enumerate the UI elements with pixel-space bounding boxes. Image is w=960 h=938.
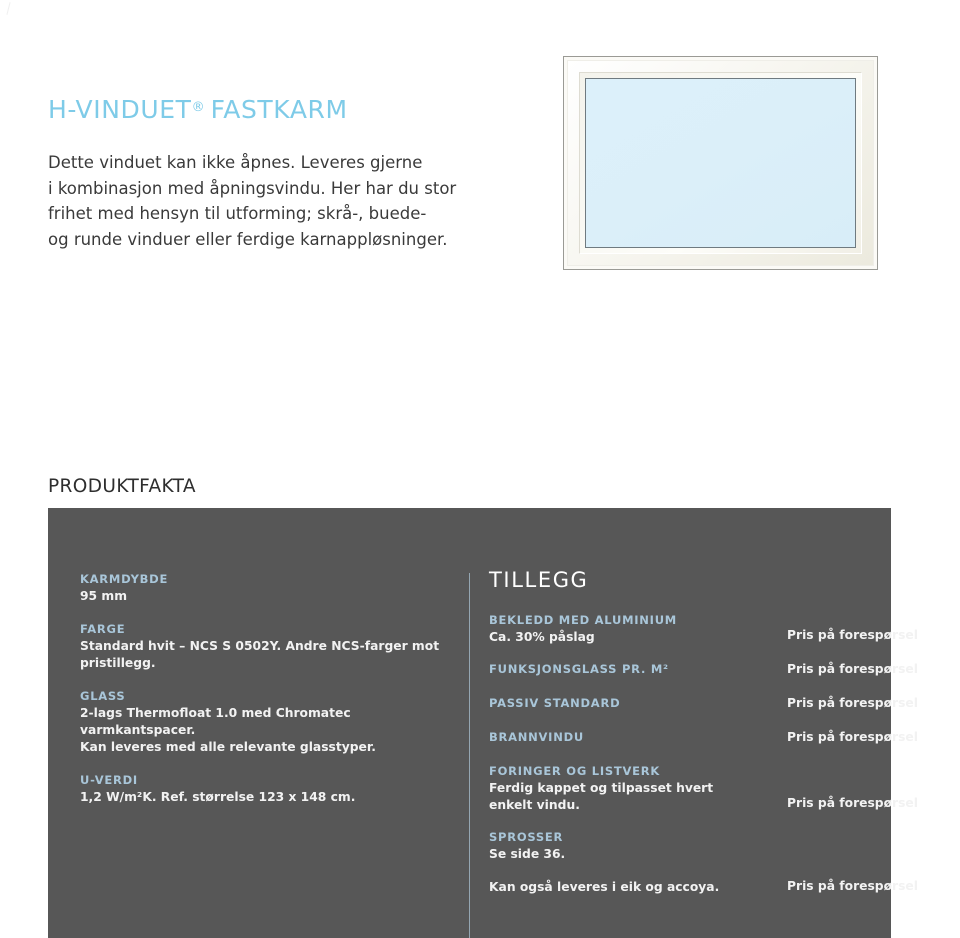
registered-trademark-symbol: ® xyxy=(191,100,205,115)
spec-label: KARMDYBDE xyxy=(80,572,169,586)
tillegg-label: FUNKSJONSGLASS PR. M² xyxy=(489,662,669,676)
window-frame-inner xyxy=(579,72,862,254)
product-description-line: frihet med hensyn til utforming; skrå-, buede- xyxy=(48,204,427,223)
tillegg-text xyxy=(489,879,739,896)
spec-value: 1,2 W/m²K. Ref. størrelse 123 x 148 cm. xyxy=(80,790,356,804)
tillegg-sub: Ferdig kappet og tilpasset hvert xyxy=(489,781,714,795)
tillegg-text xyxy=(489,613,739,646)
product-description xyxy=(48,150,508,252)
spec-glass xyxy=(80,689,440,756)
spec-label: FARGE xyxy=(80,622,126,636)
tillegg-label: BRANNVINDU xyxy=(489,730,584,744)
tillegg-label: FORINGER OG LISTVERK xyxy=(489,764,661,778)
tillegg-price: Pris på forespørsel xyxy=(787,628,918,642)
tillegg-price: Pris på forespørsel xyxy=(787,696,918,710)
specs-column xyxy=(80,572,440,823)
tillegg-label: BEKLEDD MED ALUMINIUM xyxy=(489,613,677,627)
tillegg-footer-price: Pris på forespørsel xyxy=(787,879,918,893)
tillegg-sub: enkelt vindu. xyxy=(489,798,580,812)
product-description-line: og runde vinduer eller ferdige karnappløsninger. xyxy=(48,229,448,249)
tillegg-footer-note: Kan også leveres i eik og accoya. xyxy=(489,880,720,894)
tillegg-row-passiv-standard xyxy=(489,696,918,714)
tillegg-text xyxy=(489,764,739,814)
produktfakta-heading: PRODUKTFAKTA xyxy=(48,476,196,497)
spec-label: GLASS xyxy=(80,689,126,703)
tillegg-text xyxy=(489,730,739,744)
tillegg-heading: TILLEGG xyxy=(489,568,589,592)
tillegg-row-sprosser xyxy=(489,830,879,863)
tillegg-row-bekledd-med-aluminium xyxy=(489,613,918,646)
tillegg-column xyxy=(489,568,918,913)
registration-mark xyxy=(2,2,16,16)
spec-label: U-VERDI xyxy=(80,773,138,787)
window-product-image xyxy=(563,56,878,270)
window-glass-pane xyxy=(585,78,856,248)
tillegg-sub: Ca. 30% påslag xyxy=(489,630,595,644)
page-title xyxy=(48,95,348,124)
spec-u-verdi xyxy=(80,773,440,806)
product-description-line: i kombinasjon med åpningsvindu. Her har du stor xyxy=(48,178,457,198)
spec-value: Kan leveres med alle relevante glasstyper. xyxy=(80,740,376,754)
tillegg-text xyxy=(489,662,739,676)
spec-value: 95 mm xyxy=(80,589,128,603)
tillegg-price: Pris på forespørsel xyxy=(787,796,918,810)
product-title-tail: FASTKARM xyxy=(210,95,348,124)
tillegg-price: Pris på forespørsel xyxy=(787,730,918,744)
product-description-line: Dette vinduet kan ikke åpnes. Leveres gjerne xyxy=(48,153,423,172)
tillegg-label: SPROSSER xyxy=(489,830,564,844)
spec-value: Standard hvit – NCS S 0502Y. Andre NCS-farger mot xyxy=(80,639,440,653)
produktfakta-panel xyxy=(48,508,918,938)
tillegg-row-foringer-og-listverk xyxy=(489,764,918,814)
tillegg-row-brannvindu xyxy=(489,730,918,748)
spec-value: 2-lags Thermofloat 1.0 med Chromatec varmkantspacer. xyxy=(80,706,351,737)
spec-value: pristillegg. xyxy=(80,656,156,670)
tillegg-sub: Se side 36. xyxy=(489,847,566,861)
tillegg-price: Pris på forespørsel xyxy=(787,662,918,676)
column-divider xyxy=(469,573,470,938)
tillegg-text xyxy=(489,696,739,710)
tillegg-text xyxy=(489,830,739,863)
tillegg-row-funksjonsglass xyxy=(489,662,918,680)
tillegg-row-footer-note xyxy=(489,879,918,897)
product-title-main: H-VINDUET xyxy=(48,95,192,124)
spec-farge xyxy=(80,622,440,672)
window-frame-outer xyxy=(567,60,874,266)
tillegg-label: PASSIV STANDARD xyxy=(489,696,621,710)
spec-karmdybde xyxy=(80,572,440,605)
